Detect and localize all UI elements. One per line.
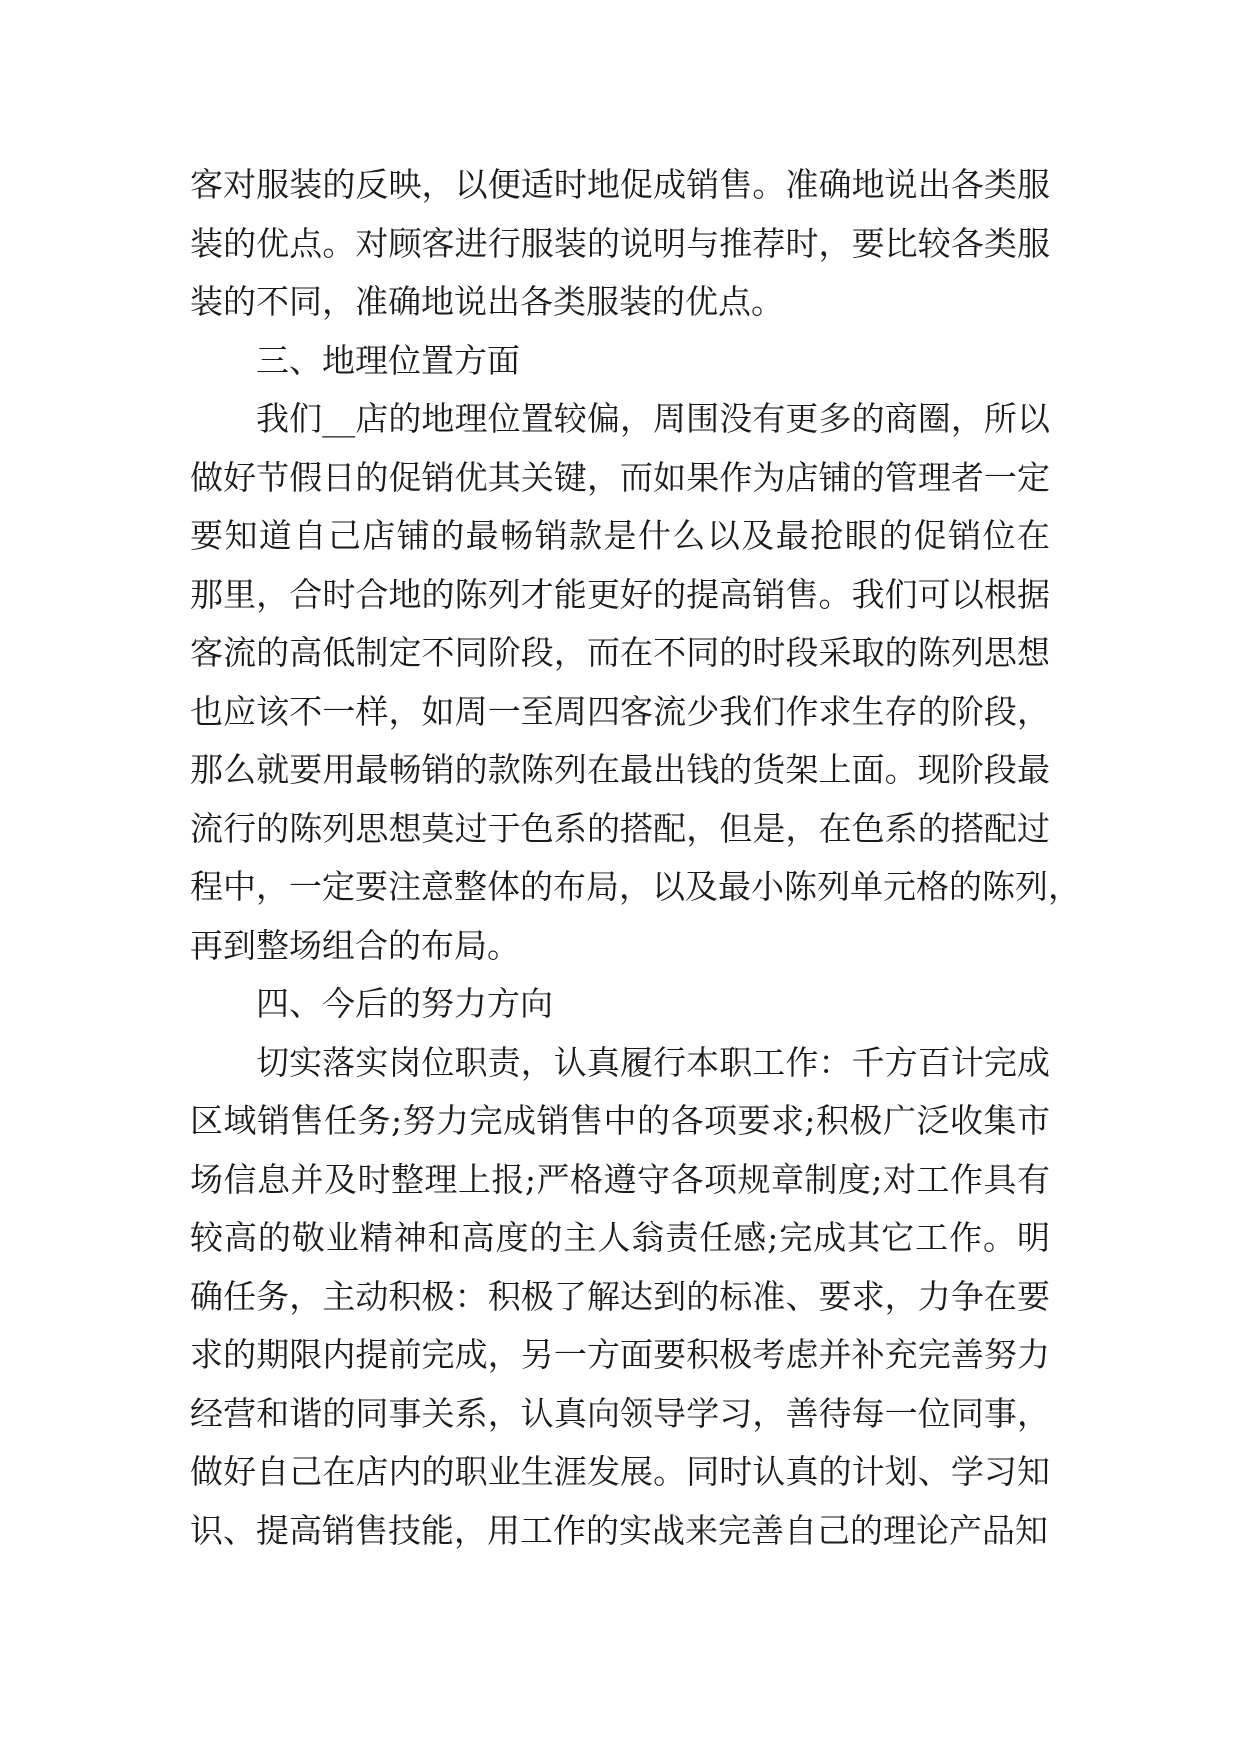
- text-line: 流行的陈列思想莫过于色系的搭配，但是，在色系的搭配过: [190, 808, 1050, 848]
- text-line: 客对服装的反映，以便适时地促成销售。准确地说出各类服: [190, 165, 1050, 204]
- text-line: 场信息并及时整理上报;严格遵守各项规章制度;对工作具有: [190, 1159, 1050, 1199]
- body-paragraph: [190, 1034, 1050, 1561]
- text-line: 要知道自己店铺的最畅销款是什么以及最抢眼的促销位在: [190, 516, 1050, 555]
- section-heading: [190, 975, 1050, 1034]
- text-line: 装的优点。对顾客进行服装的说明与推荐时，要比较各类服: [190, 223, 1050, 263]
- section-heading: [190, 332, 1050, 391]
- text-line: 切实落实岗位职责，认真履行本职工作：千方百计完成: [256, 1042, 1050, 1082]
- document-body: [190, 156, 1081, 1560]
- heading-text: 三、地理位置方面: [256, 340, 520, 380]
- text-line: 识、提高销售技能，用工作的实战来完善自己的理论产品知: [190, 1510, 1048, 1550]
- text-line: 区域销售任务;努力完成销售中的各项要求;积极广泛收集市: [190, 1101, 1050, 1140]
- text-line: 我们__店的地理位置较偏，周围没有更多的商圈，所以: [256, 399, 1050, 438]
- text-line: 做好节假日的促销优其关键，而如果作为店铺的管理者一定: [190, 457, 1050, 497]
- text-line: 较高的敬业精神和高度的主人翁责任感;完成其它工作。明: [190, 1218, 1050, 1257]
- body-paragraph: [190, 390, 1081, 975]
- text-line: 再到整场组合的布局。: [190, 925, 520, 965]
- text-line: 经营和谐的同事关系，认真向领导学习，善待每一位同事，: [190, 1393, 1050, 1433]
- text-line: 那里，合时合地的陈列才能更好的提高销售。我们可以根据: [190, 574, 1050, 614]
- text-line: 那么就要用最畅销的款陈列在最出钱的货架上面。现阶段最: [190, 750, 1050, 789]
- heading-text: 四、今后的努力方向: [256, 984, 553, 1023]
- body-paragraph: [190, 156, 1050, 332]
- text-line: 客流的高低制定不同阶段，而在不同的时段采取的陈列思想: [190, 633, 1050, 672]
- text-line: 做好自己在店内的职业生涯发展。同时认真的计划、学习知: [190, 1452, 1050, 1491]
- text-line: 求的期限内提前完成，另一方面要积极考虑并补充完善努力: [190, 1335, 1050, 1374]
- text-line: 确任务，主动积极：积极了解达到的标准、要求，力争在要: [190, 1276, 1050, 1316]
- text-line: 程中，一定要注意整体的布局，以及最小陈列单元格的陈列，: [190, 867, 1081, 906]
- text-line: 也应该不一样，如周一至周四客流少我们作求生存的阶段，: [190, 691, 1050, 731]
- text-line: 装的不同，准确地说出各类服装的优点。: [190, 282, 784, 321]
